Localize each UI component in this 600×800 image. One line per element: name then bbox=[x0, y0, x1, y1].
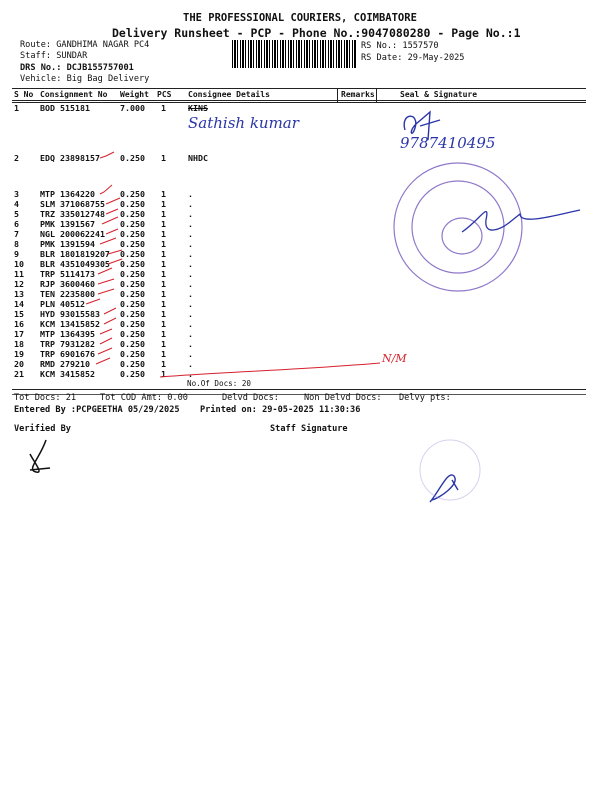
row-weight: 0.250 bbox=[120, 369, 145, 379]
row-consignment: MTP 1364395 bbox=[40, 329, 95, 339]
row-consignee: . bbox=[188, 259, 193, 269]
row-sno: 3 bbox=[14, 189, 19, 199]
row-consignee: . bbox=[188, 289, 193, 299]
row-sno: 19 bbox=[14, 349, 24, 359]
row-sno: 9 bbox=[14, 249, 19, 259]
row-consignment: RJP 3600460 bbox=[40, 279, 95, 289]
rs-date: RS Date: 29-May-2025 bbox=[361, 53, 465, 63]
header-seal-signature: Seal & Signature bbox=[400, 90, 478, 99]
row-pcs: 1 bbox=[161, 259, 166, 269]
row-sno: 7 bbox=[14, 229, 19, 239]
row-pcs: 1 bbox=[161, 329, 166, 339]
header-remarks: Remarks bbox=[341, 90, 375, 99]
runsheet-subtitle: Delivery Runsheet - PCP - Phone No.:9047080280 - Page No.:1 bbox=[112, 26, 521, 40]
row-consignee: . bbox=[188, 369, 193, 379]
route-label: Route: GANDHIMA NAGAR PC4 bbox=[20, 40, 150, 50]
row-pcs: 1 bbox=[161, 339, 166, 349]
row-consignment: RMD 279210 bbox=[40, 359, 90, 369]
row-consignment: NGL 200062241 bbox=[40, 229, 105, 239]
row-weight: 0.250 bbox=[120, 299, 145, 309]
row-pcs: 1 bbox=[161, 349, 166, 359]
row-sno: 5 bbox=[14, 209, 19, 219]
row-consignee: . bbox=[188, 329, 193, 339]
row-consignment: SLM 371068755 bbox=[40, 199, 105, 209]
recipient-name-handwritten: Sathish kumar bbox=[188, 114, 299, 132]
verifier-signature bbox=[30, 440, 50, 472]
row-pcs: 1 bbox=[161, 369, 166, 379]
staff-signature-label: Staff Signature bbox=[270, 424, 348, 434]
row-pcs: 1 bbox=[161, 289, 166, 299]
row-sno: 20 bbox=[14, 359, 24, 369]
staff-label: Staff: SUNDAR bbox=[20, 51, 88, 61]
row-consignee: . bbox=[188, 219, 193, 229]
row-consignee: . bbox=[188, 199, 193, 209]
check-marks bbox=[86, 152, 380, 377]
row-pcs: 1 bbox=[161, 319, 166, 329]
row-consignee: . bbox=[188, 339, 193, 349]
row-sno: 18 bbox=[14, 339, 24, 349]
row-weight: 0.250 bbox=[120, 239, 145, 249]
entered-by: Entered By :PCPGEETHA 05/29/2025 bbox=[14, 405, 180, 415]
row-pcs: 1 bbox=[161, 199, 166, 209]
row-consignment: PLN 40512 bbox=[40, 299, 85, 309]
row-consignment: TRZ 335012748 bbox=[40, 209, 105, 219]
rs-number: RS No.: 1557570 bbox=[361, 41, 439, 51]
row-consignee: . bbox=[188, 249, 193, 259]
row-sno: 6 bbox=[14, 219, 19, 229]
printed-on: Printed on: 29-05-2025 11:30:36 bbox=[200, 405, 361, 415]
row-weight: 0.250 bbox=[120, 269, 145, 279]
row-consignment: KCM 3415852 bbox=[40, 369, 95, 379]
delvy-pts: Delvy pts: bbox=[399, 393, 451, 403]
staff-stamp-faint bbox=[420, 440, 480, 500]
header-consignee: Consignee Details bbox=[188, 90, 270, 99]
row-weight: 0.250 bbox=[120, 309, 145, 319]
drs-number: DRS No.: DCJB155757001 bbox=[20, 63, 134, 73]
row-pcs: 1 bbox=[161, 299, 166, 309]
row-consignment: TRP 7931282 bbox=[40, 339, 95, 349]
row-weight: 0.250 bbox=[120, 189, 145, 199]
row-consignee: . bbox=[188, 229, 193, 239]
recipient-phone-handwritten: 9787410495 bbox=[400, 134, 496, 152]
row-weight: 0.250 bbox=[120, 349, 145, 359]
row-sno: 10 bbox=[14, 259, 24, 269]
row-weight: 0.250 bbox=[120, 153, 145, 163]
row-sno: 1 bbox=[14, 103, 19, 113]
row-consignment: PMK 1391594 bbox=[40, 239, 95, 249]
row-consignee: . bbox=[188, 279, 193, 289]
row-consignee: . bbox=[188, 299, 193, 309]
row-consignee: . bbox=[188, 319, 193, 329]
row-weight: 0.250 bbox=[120, 219, 145, 229]
row-consignment: TRP 6901676 bbox=[40, 349, 95, 359]
row-weight: 0.250 bbox=[120, 319, 145, 329]
row-consignee: . bbox=[188, 309, 193, 319]
row-pcs: 1 bbox=[161, 309, 166, 319]
row-weight: 0.250 bbox=[120, 359, 145, 369]
row-weight: 0.250 bbox=[120, 209, 145, 219]
no-of-docs: No.Of Docs: 20 bbox=[187, 379, 252, 388]
row-pcs: 1 bbox=[161, 153, 166, 163]
row-consignment: BOD 515181 bbox=[40, 103, 90, 113]
tot-cod-amt: Tot COD Amt: 0.00 bbox=[100, 393, 188, 403]
row-consignment: PMK 1391567 bbox=[40, 219, 95, 229]
tot-docs: Tot Docs: 21 bbox=[14, 393, 77, 403]
row-consignee: . bbox=[188, 239, 193, 249]
row-consignment: KCM 13415852 bbox=[40, 319, 100, 329]
header-pcs: PCS bbox=[157, 90, 172, 99]
row-sno: 11 bbox=[14, 269, 24, 279]
row-sno: 2 bbox=[14, 153, 19, 163]
header-consignment: Consignment No bbox=[40, 90, 108, 99]
row-pcs: 1 bbox=[161, 229, 166, 239]
row-consignment: TEN 2235800 bbox=[40, 289, 95, 299]
row-consignee: . bbox=[188, 359, 193, 369]
row-weight: 0.250 bbox=[120, 339, 145, 349]
row-consignment: MTP 1364220 bbox=[40, 189, 95, 199]
row-consignment: BLR 4351049305 bbox=[40, 259, 110, 269]
row-pcs: 1 bbox=[161, 359, 166, 369]
row-sno: 14 bbox=[14, 299, 24, 309]
row-sno: 21 bbox=[14, 369, 24, 379]
remark-handwritten: N/M bbox=[382, 352, 407, 365]
row-weight: 0.250 bbox=[120, 289, 145, 299]
delvd-docs: Delvd Docs: bbox=[222, 393, 279, 403]
vehicle-label: Vehicle: Big Bag Delivery bbox=[20, 74, 150, 84]
row-sno: 17 bbox=[14, 329, 24, 339]
row-sno: 13 bbox=[14, 289, 24, 299]
row-weight: 0.250 bbox=[120, 329, 145, 339]
row-pcs: 1 bbox=[161, 249, 166, 259]
row-sno: 12 bbox=[14, 279, 24, 289]
header-weight: Weight bbox=[120, 90, 149, 99]
verified-by-label: Verified By bbox=[14, 424, 71, 434]
row-sno: 15 bbox=[14, 309, 24, 319]
row-weight: 0.250 bbox=[120, 259, 145, 269]
row-weight: 0.250 bbox=[120, 249, 145, 259]
row-pcs: 1 bbox=[161, 269, 166, 279]
row-consignment: HYD 93015583 bbox=[40, 309, 100, 319]
header-sno: S No bbox=[14, 90, 34, 99]
row-consignment: BLR 1801819207 bbox=[40, 249, 110, 259]
row-consignee: NHDC bbox=[188, 153, 208, 163]
row-pcs: 1 bbox=[161, 209, 166, 219]
company-title: THE PROFESSIONAL COURIERS, COIMBATORE bbox=[183, 12, 417, 24]
row-consignment: EDQ 23898157 bbox=[40, 153, 100, 163]
row-pcs: 1 bbox=[161, 239, 166, 249]
row-sno: 8 bbox=[14, 239, 19, 249]
row-consignment: TRP 5114173 bbox=[40, 269, 95, 279]
row-weight: 7.000 bbox=[120, 103, 145, 113]
row-consignee: . bbox=[188, 209, 193, 219]
row-sno: 16 bbox=[14, 319, 24, 329]
row-pcs: 1 bbox=[161, 279, 166, 289]
row-sno: 4 bbox=[14, 199, 19, 209]
row-consignee: . bbox=[188, 189, 193, 199]
staff-signature bbox=[430, 475, 458, 502]
row-consignee: . bbox=[188, 349, 193, 359]
row-pcs: 1 bbox=[161, 189, 166, 199]
row-consignee: . bbox=[188, 269, 193, 279]
row-weight: 0.250 bbox=[120, 279, 145, 289]
row-weight: 0.250 bbox=[120, 199, 145, 209]
row-pcs: 1 bbox=[161, 219, 166, 229]
non-delvd-docs: Non Delvd Docs: bbox=[304, 393, 382, 403]
row-weight: 0.250 bbox=[120, 229, 145, 239]
row-pcs: 1 bbox=[161, 103, 166, 113]
row-consignee: KINS bbox=[188, 103, 208, 113]
